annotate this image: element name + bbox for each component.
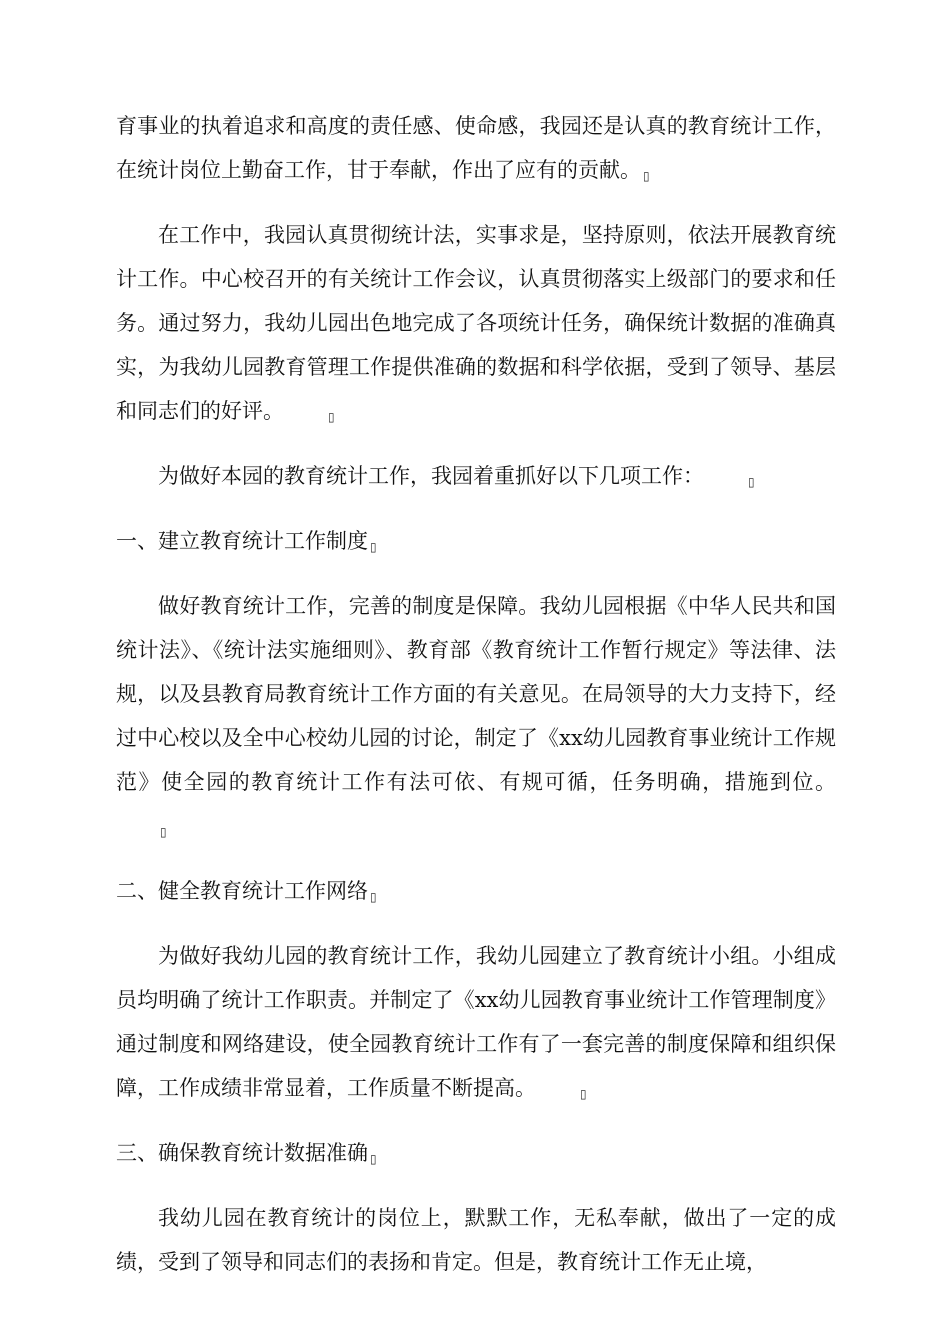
paragraph-mark-icon: ▯ <box>643 169 650 183</box>
paragraph-mark-icon: ▯ <box>160 825 167 839</box>
paragraph-text: 为做好我幼儿园的教育统计工作，我幼儿园建立了教育统计小组。小组成员均明确了统计工作职责。并制定了《xx幼儿园教育事业统计工作管理制度》通过制度和网络建设，使全园教育统计工作有了一套完善的制度保障和组织保障，工作成绩非常显着，工作质量不断提高。 <box>116 944 836 1100</box>
paragraph-mark-icon: ▯ <box>370 540 377 554</box>
paragraph-text: 我幼儿园在教育统计的岗位上，默默工作，无私奉献，做出了一定的成绩，受到了领导和同志们的表扬和肯定。但是，教育统计工作无止境， <box>116 1206 836 1274</box>
paragraph-text: 为做好本园的教育统计工作，我园着重抓好以下几项工作： <box>158 464 704 488</box>
section-heading-3 <box>116 1131 836 1175</box>
paragraph-network <box>116 934 836 1110</box>
paragraph-system <box>116 584 836 848</box>
paragraph-accuracy <box>116 1196 836 1284</box>
paragraph-work-intro <box>116 213 836 433</box>
document-page <box>116 104 836 1284</box>
heading-text: 三、确保教育统计数据准确 <box>116 1141 368 1165</box>
paragraph-mark-icon: ▯ <box>328 410 335 424</box>
heading-text: 一、建立教育统计工作制度 <box>116 529 368 553</box>
paragraph-mark-icon: ▯ <box>580 1087 587 1101</box>
paragraph-text: 在工作中，我园认真贯彻统计法，实事求是，坚持原则，依法开展教育统计工作。中心校召开的有关统计工作会议，认真贯彻落实上级部门的要求和任务。通过努力，我幼儿园出色地完成了各项统计任务，确保统计数据的准确真实，为我幼儿园教育管理工作提供准确的数据和科学依据，受到了领导、基层和同志们的好评。 <box>116 223 836 423</box>
paragraph-mark-icon: ▯ <box>748 475 755 489</box>
paragraph-key-tasks <box>116 454 836 498</box>
paragraph-text: 做好教育统计工作，完善的制度是保障。我幼儿园根据《中华人民共和国统计法》、《统计法实施细则》、教育部《教育统计工作暂行规定》等法律、法规，以及县教育局教育统计工作方面的有关意见。在局领导的大力支持下，经过中心校以及全中心校幼儿园的讨论，制定了《xx幼儿园教育事业统计工作规范》使全园的教育统计工作有法可依、有规可循，任务明确，措施到位。 <box>116 594 836 794</box>
paragraph-continuation <box>116 104 836 192</box>
heading-text: 二、健全教育统计工作网络 <box>116 879 368 903</box>
section-heading-2 <box>116 869 836 913</box>
paragraph-mark-icon: ▯ <box>370 890 377 904</box>
paragraph-mark-icon: ▯ <box>370 1152 377 1166</box>
section-heading-1 <box>116 519 836 563</box>
paragraph-text: 育事业的执着追求和高度的责任感、使命感，我园还是认真的教育统计工作，在统计岗位上勤奋工作，甘于奉献，作出了应有的贡献。 <box>116 114 836 182</box>
